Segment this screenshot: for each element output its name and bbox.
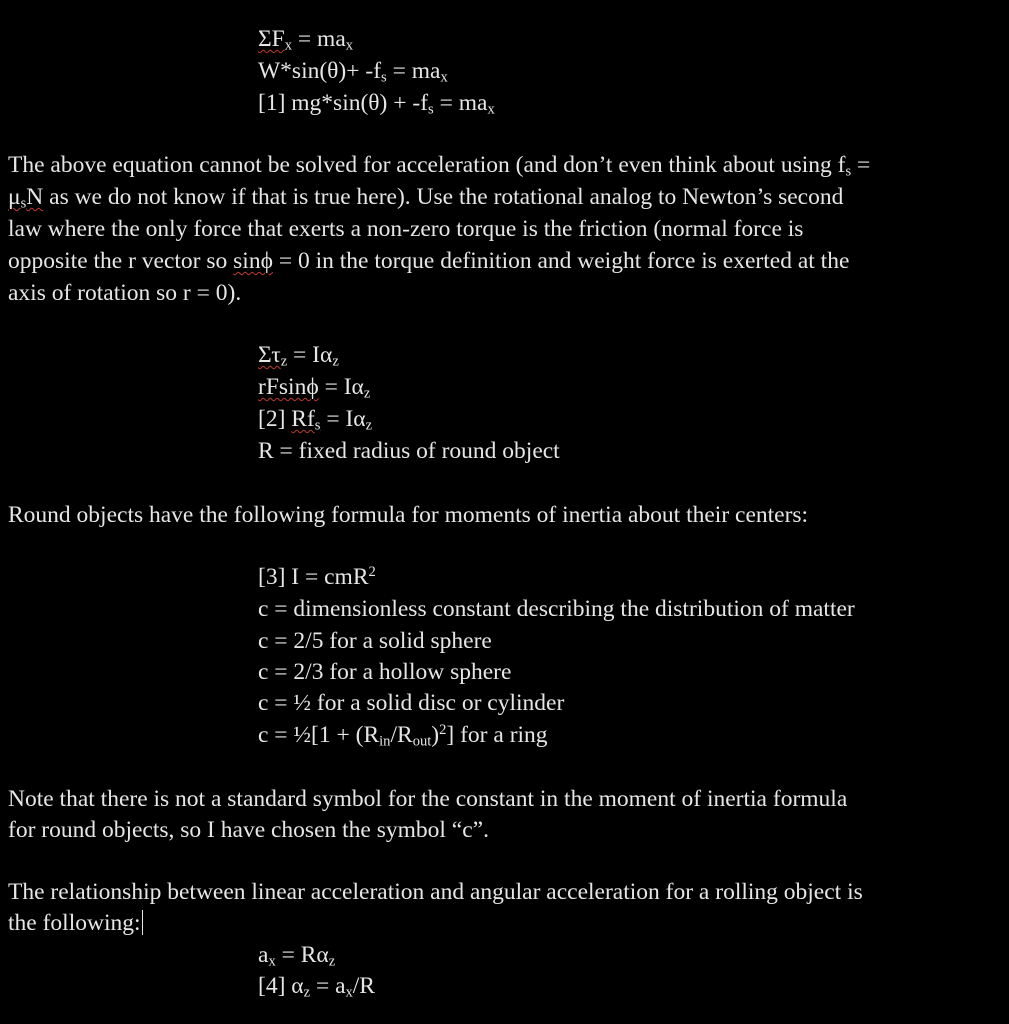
eq3-line4: c = 2/3 for a hollow sphere bbox=[258, 659, 512, 685]
para4-line2[interactable]: the following: bbox=[8, 908, 143, 938]
text-cursor bbox=[142, 910, 144, 935]
eq2-line1: $\Sigma\tau_z = I\alpha_z$ bbox=[258, 342, 339, 370]
eq1-sum-force: $\Sigma F_x$ bbox=[258, 26, 293, 54]
eq2-line2: $rFsin\phi = I\alpha_z$ bbox=[258, 374, 371, 402]
mu-s-n-term: $\mu_sN$ bbox=[8, 184, 44, 212]
eq4-line2: [4] $\alpha_z = a_x/R$ bbox=[258, 973, 375, 1001]
sum-torque: $\Sigma\tau_z$ bbox=[258, 342, 288, 370]
para3-line1: Note that there is not a standard symbol for the constant in the moment of inertia formula bbox=[8, 786, 848, 812]
r-f-s-term: $Rf_s$ bbox=[291, 406, 321, 434]
para1-line5: axis of rotation so r = 0). bbox=[8, 280, 242, 306]
eq3-line6: c = ½[1 + $(R_{in}/R_{out})^2$] for a ring bbox=[258, 722, 548, 750]
para1-line3: law where the only force that exerts a non-zero torque is the friction (normal force is bbox=[8, 216, 804, 242]
para1-line2: $\mu_sN$ as we do not know if that is true here). Use the rotational analog to Newton’s second bbox=[8, 184, 844, 212]
eq3-line2: c = dimensionless constant describing the distribution of matter bbox=[258, 596, 855, 622]
eq2-line3: [2] $Rf_s = I\alpha_z$ bbox=[258, 406, 373, 434]
eq3-line1: [3] I = cmR$^2$ bbox=[258, 564, 376, 590]
para3-line2: for round objects, so I have chosen the symbol “c”. bbox=[8, 817, 489, 843]
eq1-line2: $W*\sin(\theta)+ -f_s = ma_x$ bbox=[258, 58, 448, 86]
para1-line1: The above equation cannot be solved for acceleration (and don’t even think about using $f_s$ = bbox=[8, 152, 871, 180]
eq4-line1: $a_x = R\alpha_z$ bbox=[258, 942, 336, 970]
eq1-line3: [1] $mg*\sin(\theta) + -f_s = ma_x$ bbox=[258, 90, 495, 118]
eq2-line4: R = fixed radius of round object bbox=[258, 438, 560, 464]
para4-line1: The relationship between linear acceleration and angular acceleration for a rolling object is bbox=[8, 879, 863, 905]
para2-line: Round objects have the following formula for moments of inertia about their centers: bbox=[8, 502, 809, 528]
eq1-line1: $\Sigma F_x = ma_x$ bbox=[258, 26, 354, 54]
eq3-line5: c = ½ for a solid disc or cylinder bbox=[258, 690, 565, 716]
eq3-line3: c = 2/5 for a solid sphere bbox=[258, 628, 492, 654]
para1-line4: opposite the r vector so sinϕ = 0 in the torque definition and weight force is exerted at the bbox=[8, 248, 850, 274]
